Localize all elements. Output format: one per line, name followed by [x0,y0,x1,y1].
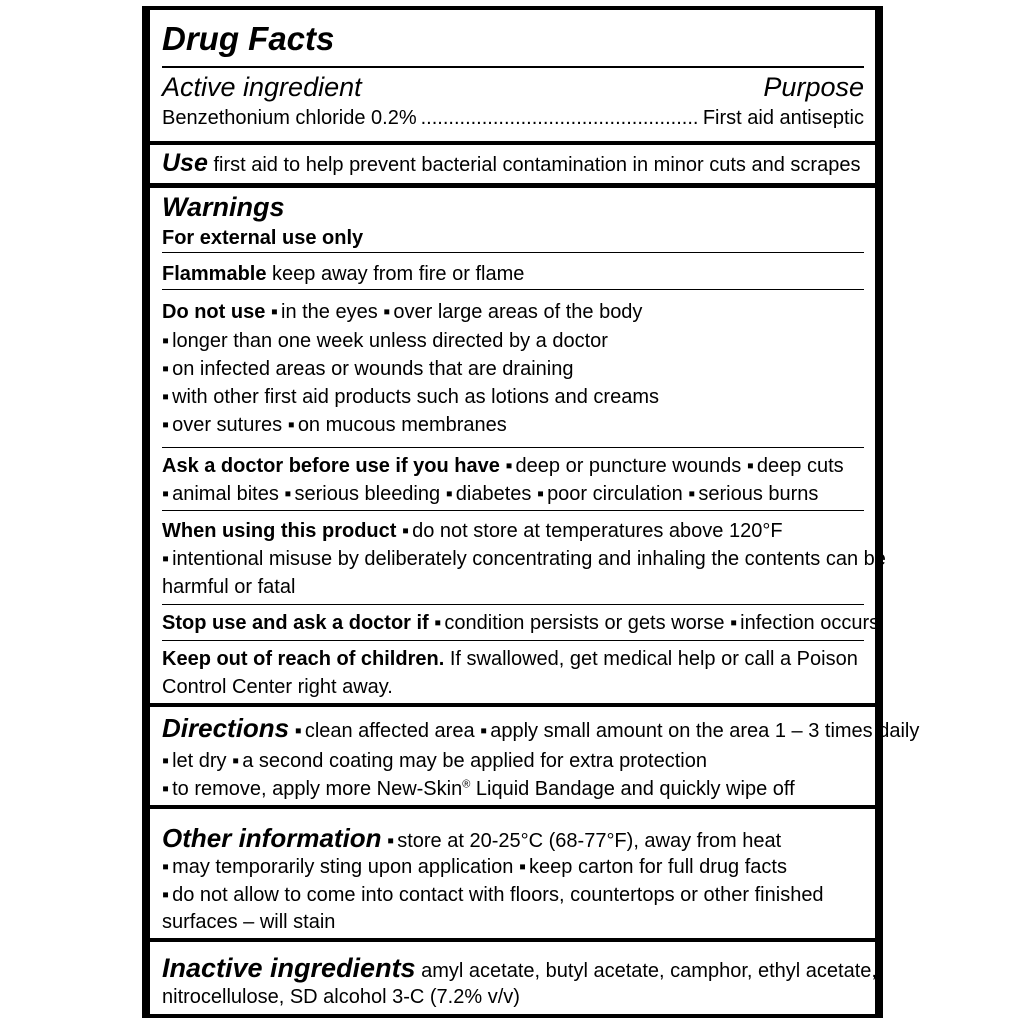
other-information-heading: Other information [162,823,382,853]
purpose-heading: Purpose [763,72,864,102]
square-bullet-icon [162,414,172,436]
square-bullet-icon [387,830,397,852]
warnings-rule-5 [162,604,864,605]
ask-doctor-line-2 [162,482,864,506]
other-item: keep carton for full drug facts [529,856,787,878]
when-using-item: do not store at temperatures above 120°F [412,520,783,542]
drug-facts-panel [142,6,920,1018]
directions-item: a second coating may be applied for extra protection [242,750,707,772]
when-using-item: intentional misuse by deliberately concentrating and inhaling the contents can be [172,548,886,570]
warnings-rule-6 [162,640,864,641]
other-line-3 [162,883,864,907]
ask-doctor-item: serious burns [698,483,819,505]
other-line-1 [162,823,864,853]
stop-use-item: infection occurs [740,612,880,634]
square-bullet-icon [284,483,294,505]
ask-doctor-item: poor circulation [547,483,683,505]
square-bullet-icon [162,358,172,380]
directions-line-2 [162,749,864,773]
do-not-use-line-3 [162,357,864,381]
do-not-use-item: on mucous membranes [297,414,507,436]
leader-dots [421,106,699,130]
active-ingredient-name: Benzethonium chloride 0.2% [162,107,417,129]
ask-doctor-item: deep or puncture wounds [515,455,742,477]
square-bullet-icon [162,778,172,800]
ask-doctor-item: deep cuts [756,455,844,477]
other-line-2 [162,855,864,879]
ask-doctor-item: animal bites [172,483,279,505]
square-bullet-icon [688,483,698,505]
inactive-ingredients-heading: Inactive ingredients [162,953,416,983]
do-not-use-line-4 [162,385,864,409]
other-information-section [150,809,875,938]
do-not-use-label: Do not use [162,301,266,323]
warnings-rule-1 [162,252,864,253]
active-ingredient-section [150,10,875,141]
square-bullet-icon [162,483,172,505]
drug-facts-title: Drug Facts [162,20,335,57]
active-ingredient-heading: Active ingredient [162,72,362,102]
active-heading-row [162,70,864,104]
directions-item: clean affected area [304,720,475,742]
square-bullet-icon [480,720,490,742]
keep-out-line-1 [162,647,864,671]
flammable-text: keep away from fire or flame [272,263,525,285]
stop-use-line [162,611,880,635]
when-using-line-2 [162,547,886,571]
do-not-use-line-2 [162,329,864,353]
square-bullet-icon [434,612,444,634]
square-bullet-icon [295,720,305,742]
square-bullet-icon [162,750,172,772]
other-line-4: surfaces – will stain [162,911,336,933]
square-bullet-icon [162,330,172,352]
do-not-use-line-5 [162,413,864,437]
keep-out-text-1: If swallowed, get medical help or call a Poison [449,648,858,670]
inactive-line-1 [162,953,877,983]
use-text: first aid to help prevent bacterial contamination in minor cuts and scrapes [213,154,861,176]
directions-item: Liquid Bandage and quickly wipe off [475,778,795,800]
square-bullet-icon [162,856,172,878]
square-bullet-icon [162,548,172,570]
do-not-use-item: in the eyes [281,301,378,323]
stop-use-item: condition persists or gets worse [444,612,725,634]
keep-out-label: Keep out of reach of children. [162,648,445,670]
inactive-line-2: nitrocellulose, SD alcohol 3-C (7.2% v/v) [162,986,520,1008]
directions-item: let dry [172,750,227,772]
square-bullet-icon [271,301,281,323]
when-using-line-1 [162,519,864,543]
ask-doctor-label: Ask a doctor before use if you have [162,455,500,477]
square-bullet-icon [232,750,242,772]
directions-item: to remove, apply more New-Skin [172,778,463,800]
warnings-heading: Warnings [162,192,285,222]
square-bullet-icon [288,414,298,436]
ask-doctor-item: serious bleeding [294,483,441,505]
stop-use-label: Stop use and ask a doctor if [162,612,429,634]
warnings-rule-2 [162,289,864,290]
square-bullet-icon [402,520,412,542]
registered-mark: ® [462,778,471,791]
flammable-label: Flammable [162,263,267,285]
do-not-use-line-1 [162,300,864,324]
external-use-line: For external use only [162,227,364,249]
warnings-section [150,188,886,703]
directions-heading: Directions [162,713,290,743]
inactive-ingredients-text-1: amyl acetate, butyl acetate, camphor, ethyl acetate, [421,960,877,982]
square-bullet-icon [730,612,740,634]
other-item: do not allow to come into contact with floors, countertops or other finished [172,884,824,906]
warnings-rule-3 [162,447,864,448]
other-item: store at 20-25°C (68-77°F), away from heat [397,830,782,852]
do-not-use-item: over sutures [172,414,283,436]
directions-line-1 [162,713,920,743]
square-bullet-icon [519,856,529,878]
square-bullet-icon [162,884,172,906]
directions-section [150,707,920,805]
ask-doctor-item: diabetes [455,483,532,505]
flammable-line [162,262,864,286]
square-bullet-icon [446,483,456,505]
warnings-rule-4 [162,510,864,511]
ask-doctor-line-1 [162,454,864,478]
square-bullet-icon [505,455,515,477]
do-not-use-item: over large areas of the body [393,301,643,323]
do-not-use-item: longer than one week unless directed by a doctor [172,330,608,352]
square-bullet-icon [747,455,757,477]
do-not-use-item: on infected areas or wounds that are draining [172,358,574,380]
active-ingredient-row [162,106,864,130]
do-not-use-item: with other first aid products such as lotions and creams [172,386,659,408]
when-using-label: When using this product [162,520,397,542]
keep-out-line-2: Control Center right away. [162,676,393,698]
inactive-ingredients-section [150,942,875,1014]
square-bullet-icon [383,301,393,323]
use-heading: Use [162,149,208,177]
use-section [150,145,875,183]
active-ingredient-purpose: First aid antiseptic [702,107,864,129]
directions-item: apply small amount on the area 1 – 3 times daily [490,720,920,742]
use-line [162,151,864,177]
when-using-line-3: harmful or fatal [162,576,296,598]
directions-line-3 [162,777,864,801]
square-bullet-icon [162,386,172,408]
title-rule [162,66,864,68]
square-bullet-icon [537,483,547,505]
other-item: may temporarily sting upon application [172,856,514,878]
